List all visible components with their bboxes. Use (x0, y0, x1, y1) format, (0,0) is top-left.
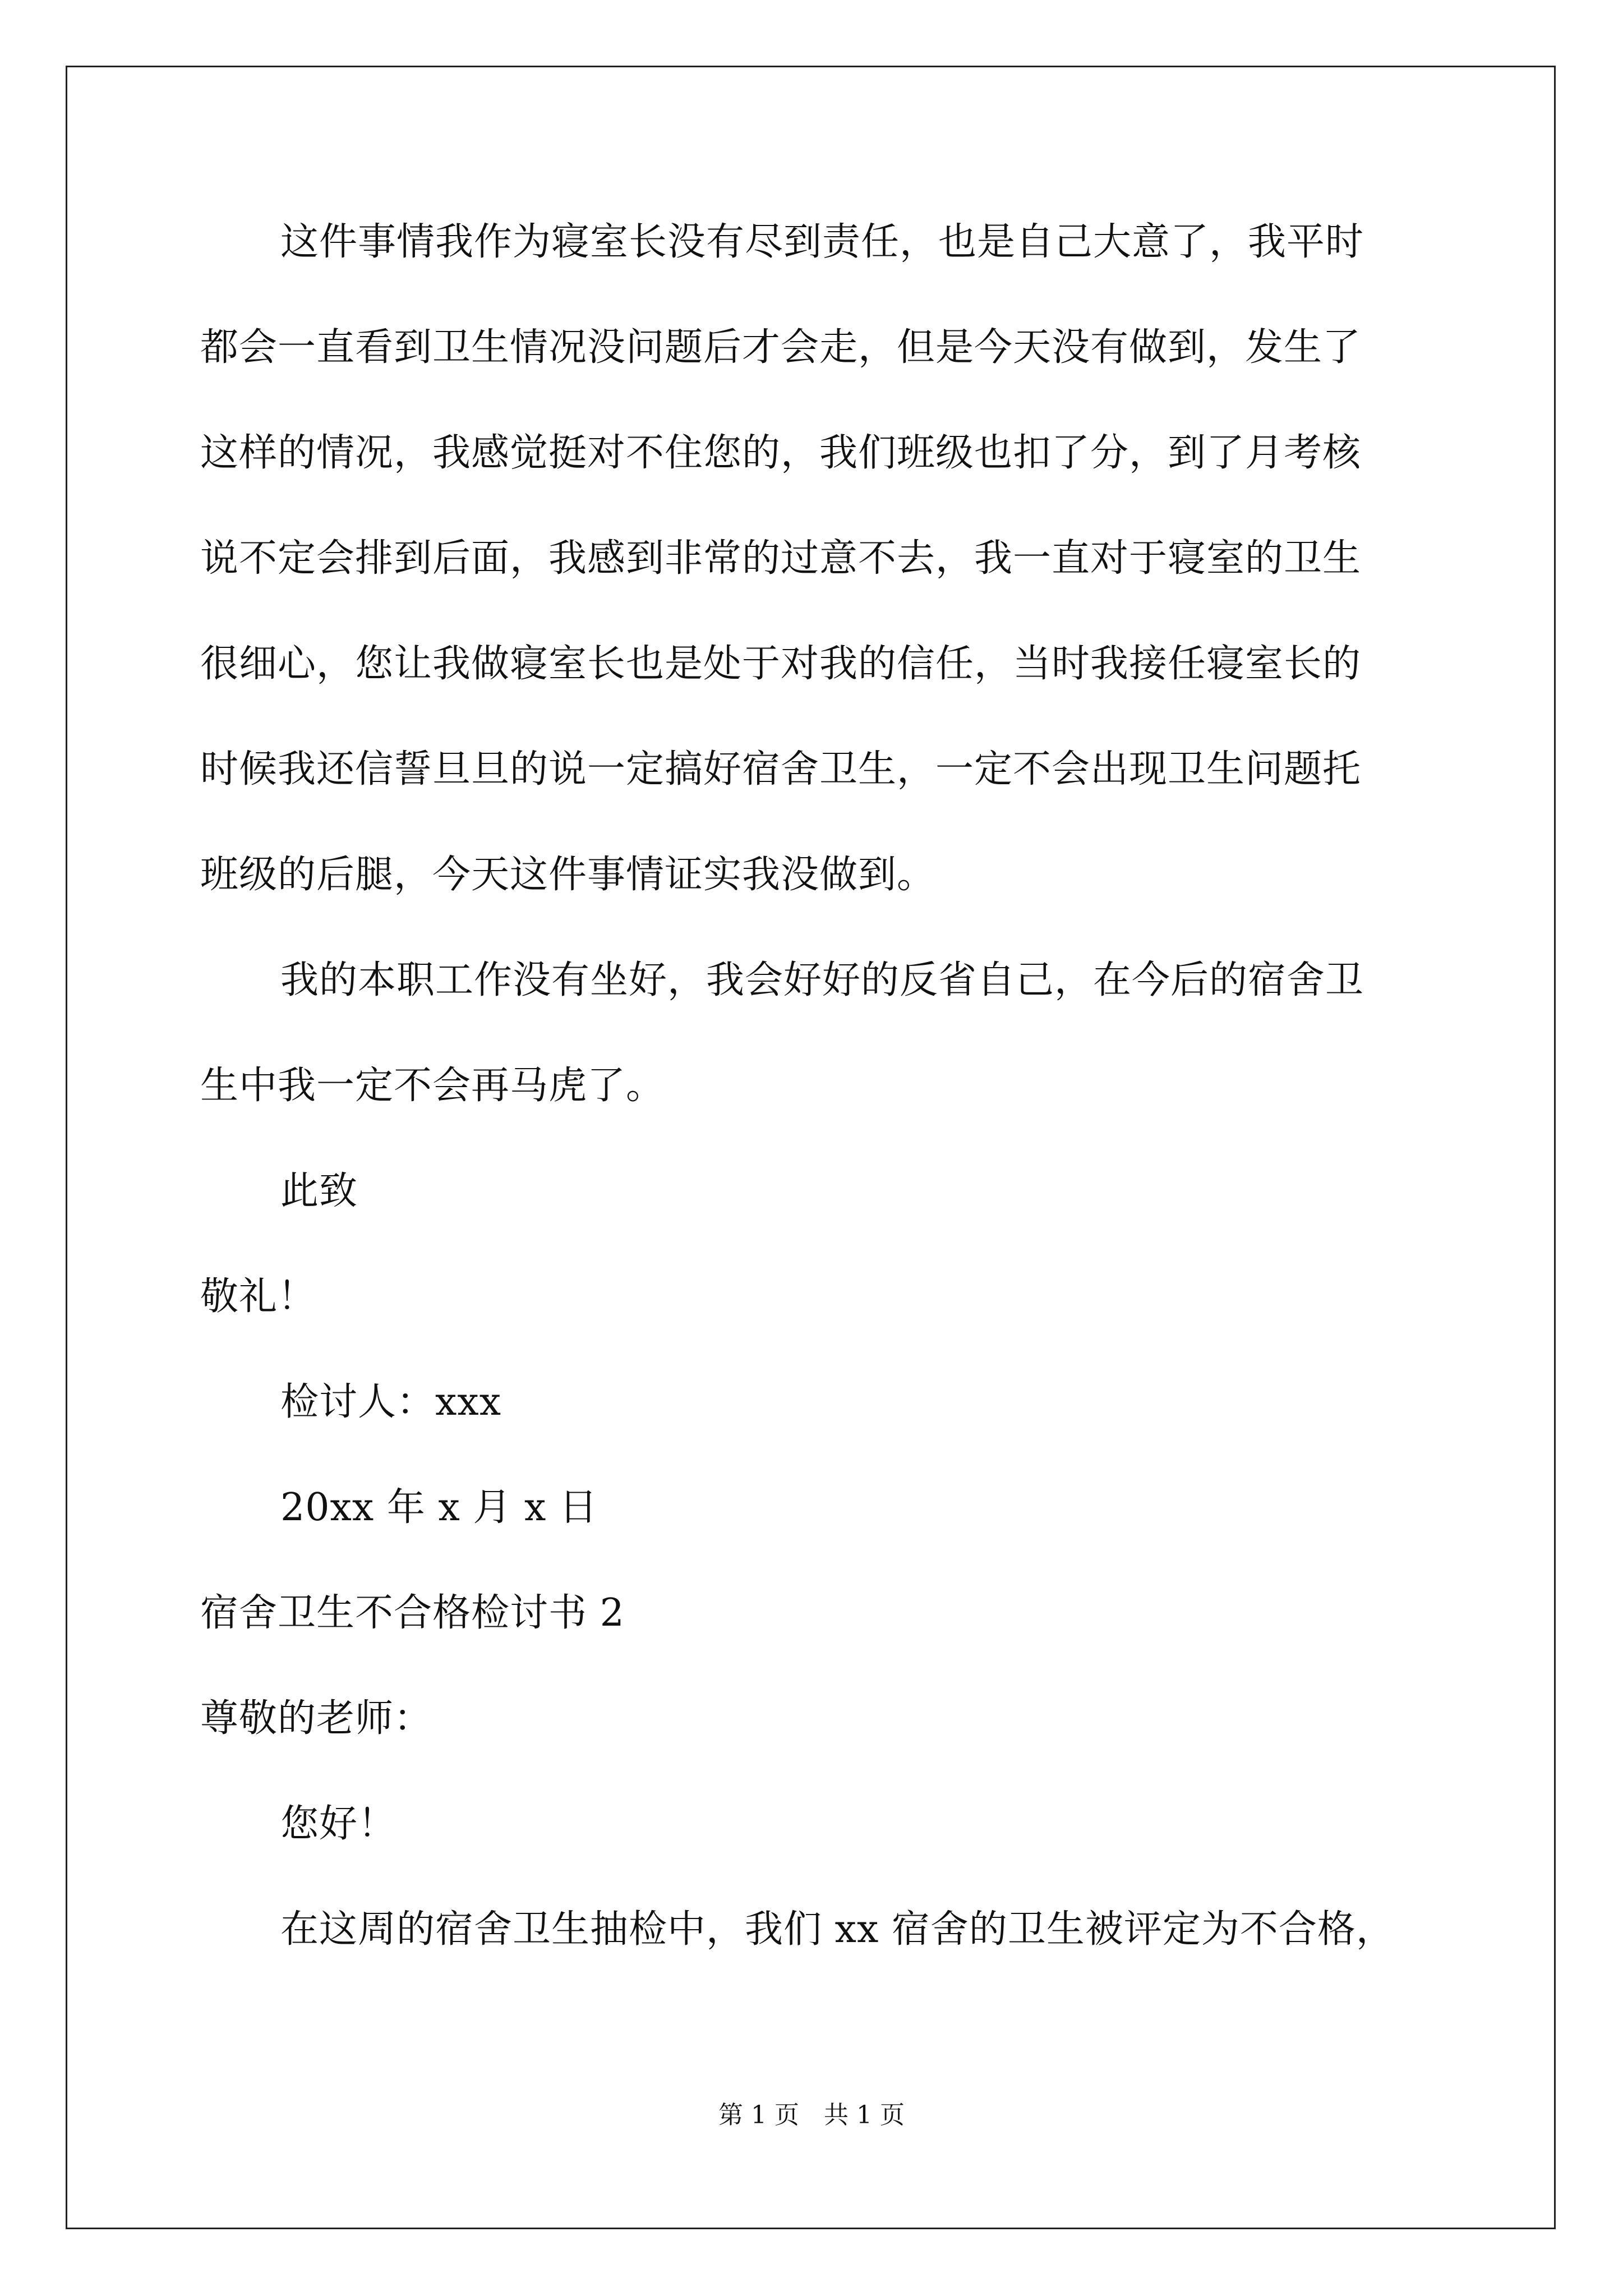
signature-line: 检讨人：xxx (280, 1380, 502, 1424)
paragraph-line: 在这周的宿舍卫生抽检中，我们 xx 宿舍的卫生被评定为不合格， (280, 1907, 1395, 1952)
paragraph-line: 都会一直看到卫生情况没问题后才会走，但是今天没有做到，发生了 (200, 325, 1362, 370)
closing-salutation: 此致 (280, 1169, 358, 1213)
paragraph-line: 我的本职工作没有坐好，我会好好的反省自己，在今后的宿舍卫 (280, 958, 1364, 1002)
page-number-footer: 第 1 页 共 1 页 (718, 2101, 905, 2129)
paragraph-line: 很细心，您让我做寝室长也是处于对我的信任，当时我接任寝室长的 (200, 642, 1362, 686)
paragraph-line: 这样的情况，我感觉挺对不住您的，我们班级也扣了分，到了月考核 (200, 431, 1362, 475)
date-line: 20xx 年 x 月 x 日 (280, 1485, 598, 1530)
greeting-line: 您好！ (280, 1802, 397, 1846)
paragraph-line: 说不定会排到后面，我感到非常的过意不去，我一直对于寝室的卫生 (200, 536, 1362, 581)
paragraph-line: 班级的后腿，今天这件事情证实我没做到。 (200, 853, 936, 897)
closing-regards: 敬礼！ (200, 1274, 317, 1319)
greeting-line: 尊敬的老师： (200, 1696, 433, 1741)
paragraph-line: 这件事情我作为寝室长没有尽到责任，也是自己大意了，我平时 (280, 220, 1364, 264)
paragraph-line: 时候我还信誓旦旦的说一定搞好宿舍卫生，一定不会出现卫生问题托 (200, 747, 1362, 792)
page-border (66, 66, 1556, 2229)
paragraph-line: 生中我一定不会再马虎了。 (200, 1064, 665, 1108)
section-title: 宿舍卫生不合格检讨书 2 (200, 1591, 625, 1635)
